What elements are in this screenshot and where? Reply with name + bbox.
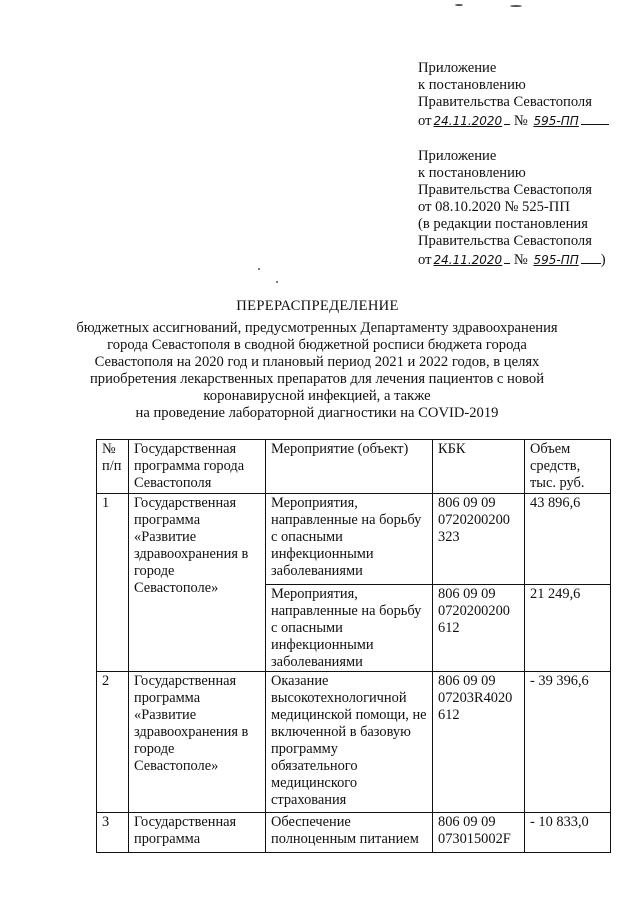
subtitle-line: на проведение лабораторной диагностики на COVID-2019 [135,405,499,421]
header-amount: Объем средств, тыс. руб. [525,440,611,494]
cell-kbk: 806 09 09 073015002F [433,813,525,853]
underline-fill [504,111,510,125]
scan-speck [455,4,463,6]
appendix-line: Правительства Севастополя [418,94,592,110]
table-row [97,494,611,585]
from-label: от [418,113,432,129]
appendix-line: Правительства Севастополя [418,182,592,198]
underline-fill [504,250,510,264]
cell-program: Государственная программа «Развитие здравоохранения в городе Севастополе» [129,494,266,672]
header-event: Мероприятие (объект) [266,440,433,494]
appendix-date-line [418,250,628,269]
appendix-line: Приложение [418,148,497,164]
cell-number: 1 [97,494,129,672]
appendix-line: к постановлению [418,77,526,93]
table-row [97,672,611,813]
header-number: № п/п [97,440,129,494]
appendix-header-1 [418,60,628,130]
number-sign: № [513,113,528,129]
header-program: Государственная программа города Севастополя [129,440,266,494]
handwritten-number: 595-ПП [533,253,579,267]
subtitle-line: города Севастополя в сводной бюджетной росписи бюджета города [107,337,527,353]
cell-kbk: 806 09 09 0720200200 323 [433,494,525,585]
scan-speck [510,5,522,7]
subtitle-line: приобретения лекарственных препаратов для лечения пациентов с новой [89,371,545,387]
redistribution-table [96,439,611,853]
appendix-date-line [418,111,628,130]
cell-number: 2 [97,672,129,813]
cell-amount: 43 896,6 [525,494,611,585]
table-row [97,813,611,853]
appendix-line: Приложение [418,60,497,76]
underline-fill [581,111,609,125]
scan-speck [276,281,278,283]
scan-speck [258,268,260,270]
cell-amount: - 39 396,6 [525,672,611,813]
closing-paren: ) [600,252,606,268]
cell-program: Государственная программа [129,813,266,853]
appendix-line: Правительства Севастополя [418,233,592,249]
from-label: от [418,252,432,268]
subtitle-line: Севастополя на 2020 год и плановый период 2021 и 2022 годов, в целях [94,354,540,370]
cell-event: Оказание высокотехнологичной медицинской помощи, не включенной в базовую программу обязательного медицинского страхования [266,672,433,813]
subtitle-line: бюджетных ассигнований, предусмотренных Департаменту здравоохранения [76,320,558,336]
cell-kbk: 806 09 09 07203R4020 612 [433,672,525,813]
handwritten-date: 24.11.2020 [433,253,503,267]
appendix-line: от 08.10.2020 № 525-ПП [418,199,570,215]
subtitle-line: коронавирусной инфекцией, а также [203,388,431,404]
cell-number: 3 [97,813,129,853]
appendix-line: (в редакции постановления [418,216,588,232]
cell-amount: 21 249,6 [525,585,611,672]
cell-kbk: 806 09 09 0720200200 612 [433,585,525,672]
document-subtitle [72,320,562,422]
document-title: ПЕРЕРАСПРЕДЕЛЕНИЕ [236,298,399,314]
cell-event: Мероприятия, направленные на борьбу с опасными инфекционными заболеваниями [266,585,433,672]
cell-program: Государственная программа «Развитие здравоохранения в городе Севастополе» [129,672,266,813]
appendix-header-2 [418,148,628,269]
handwritten-date: 24.11.2020 [433,114,503,128]
handwritten-number: 595-ПП [533,114,579,128]
underline-fill [581,250,601,264]
header-kbk: КБК [433,440,525,494]
number-sign: № [513,252,528,268]
cell-amount: - 10 833,0 [525,813,611,853]
appendix-line: к постановлению [418,165,526,181]
cell-event: Мероприятия, направленные на борьбу с опасными инфекционными заболеваниями [266,494,433,585]
table-header-row [97,440,611,494]
cell-event: Обеспечение полноценным питанием [266,813,433,853]
